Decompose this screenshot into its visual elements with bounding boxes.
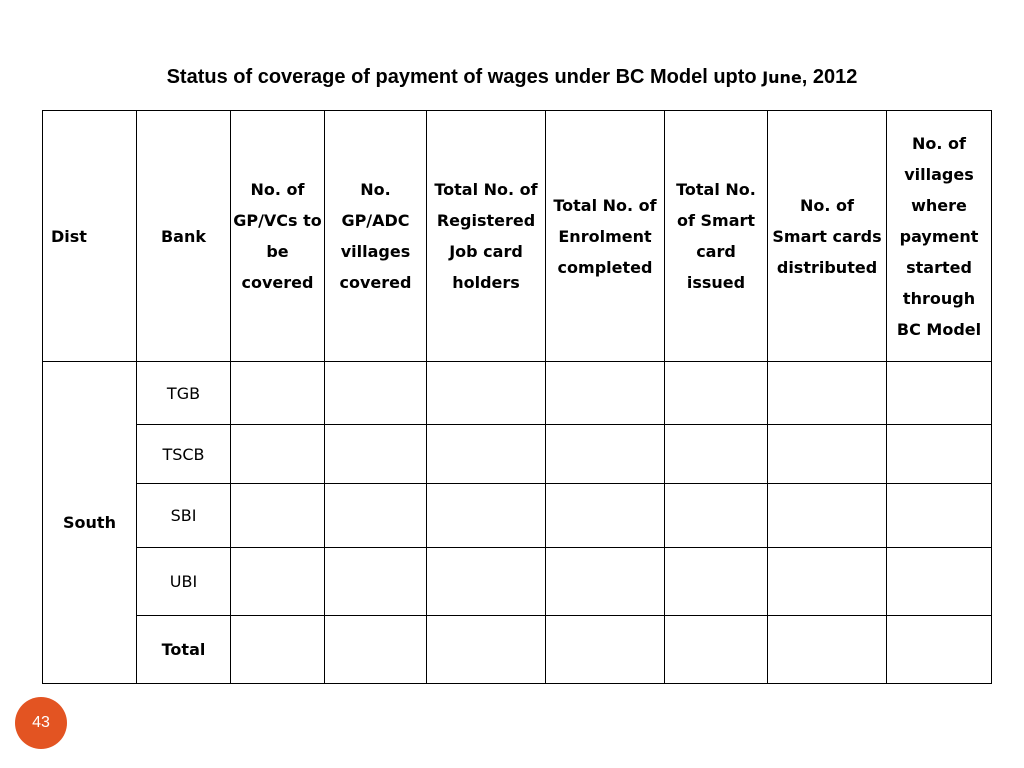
value-cell	[427, 362, 546, 425]
bank-cell: SBI	[137, 484, 231, 548]
value-cell	[665, 548, 768, 616]
header-row	[43, 111, 992, 362]
value-cell	[231, 425, 325, 484]
value-cell	[546, 425, 665, 484]
value-cell	[427, 616, 546, 684]
value-cell	[546, 484, 665, 548]
value-cell	[231, 548, 325, 616]
header-gp-vcs-to-be-covered: No. of GP/VCs to be covered	[231, 111, 325, 362]
value-cell	[546, 548, 665, 616]
header-smart-card-issued: Total No. of Smart card issued	[665, 111, 768, 362]
title-month: June	[762, 68, 802, 87]
value-cell	[325, 548, 427, 616]
header-villages-payment-started: No. of villages where payment started through BC Model	[887, 111, 992, 362]
value-cell	[231, 616, 325, 684]
header-gp-adc-villages-covered: No. GP/ADC villages covered	[325, 111, 427, 362]
value-cell	[768, 616, 887, 684]
value-cell	[325, 616, 427, 684]
value-cell	[427, 548, 546, 616]
value-cell	[325, 362, 427, 425]
page-number-badge: 43	[15, 697, 67, 749]
header-enrolment-completed: Total No. of Enrolment completed	[546, 111, 665, 362]
bank-cell: TGB	[137, 362, 231, 425]
value-cell	[546, 616, 665, 684]
table-row	[43, 425, 992, 484]
table-row	[43, 484, 992, 548]
value-cell	[665, 616, 768, 684]
value-cell	[665, 425, 768, 484]
value-cell	[768, 425, 887, 484]
value-cell	[231, 484, 325, 548]
value-cell	[231, 362, 325, 425]
header-bank: Bank	[137, 111, 231, 362]
value-cell	[427, 425, 546, 484]
value-cell	[546, 362, 665, 425]
value-cell	[768, 362, 887, 425]
bank-cell-total: Total	[137, 616, 231, 684]
value-cell	[325, 484, 427, 548]
district-cell: South	[43, 362, 137, 684]
table-row-total	[43, 616, 992, 684]
value-cell	[887, 362, 992, 425]
value-cell	[665, 484, 768, 548]
title-year: , 2012	[801, 66, 858, 88]
coverage-table	[42, 110, 992, 684]
header-smart-cards-distributed: No. of Smart cards distributed	[768, 111, 887, 362]
value-cell	[887, 548, 992, 616]
header-dist: Dist	[43, 111, 137, 362]
slide-title	[0, 66, 1024, 89]
value-cell	[665, 362, 768, 425]
value-cell	[887, 484, 992, 548]
value-cell	[887, 616, 992, 684]
table-row	[43, 362, 992, 425]
bank-cell: UBI	[137, 548, 231, 616]
value-cell	[768, 548, 887, 616]
value-cell	[768, 484, 887, 548]
table-row	[43, 548, 992, 616]
header-registered-job-card-holders: Total No. of Registered Job card holders	[427, 111, 546, 362]
value-cell	[427, 484, 546, 548]
bank-cell: TSCB	[137, 425, 231, 484]
value-cell	[325, 425, 427, 484]
value-cell	[887, 425, 992, 484]
title-main: Status of coverage of payment of wages under BC Model upto	[166, 66, 763, 88]
